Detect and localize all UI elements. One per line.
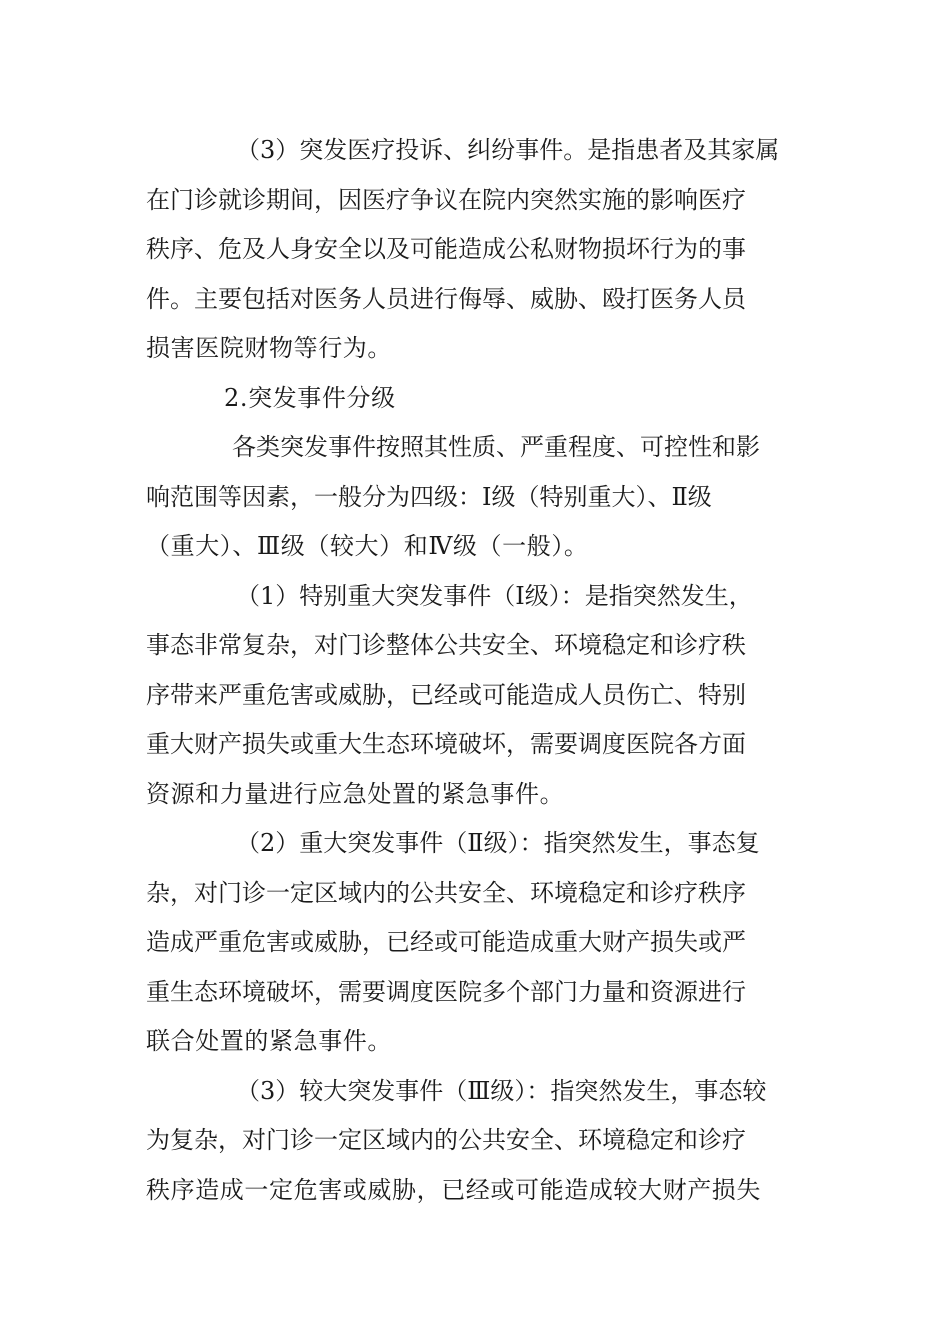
- document-page: [146, 126, 806, 1215]
- paragraph-classification-intro: [146, 423, 806, 572]
- text-line: 损害医院财物等行为。: [146, 334, 392, 362]
- text-line: 重大财产损失或重大生态环境破坏，需要调度医院各方面: [146, 730, 746, 758]
- text-line: 2.突发事件分级: [224, 383, 396, 412]
- text-line: 造成严重危害或威胁，已经或可能造成重大财产损失或严: [146, 928, 746, 956]
- text-line: 联合处置的紧急事件。: [146, 1027, 392, 1055]
- paragraph-level-2: [146, 819, 806, 1067]
- text-line: 在门诊就诊期间，因医疗争议在院内突然实施的影响医疗: [146, 185, 746, 214]
- text-line: （3）突发医疗投诉、纠纷事件。是指患者及其家属: [236, 136, 780, 164]
- text-line: 响范围等因素，一般分为四级：Ⅰ级（特别重大）、Ⅱ级: [146, 482, 712, 511]
- paragraph-level-3: [146, 1067, 806, 1216]
- text-line: 各类突发事件按照其性质、严重程度、可控性和影: [232, 433, 760, 461]
- text-line: 件。主要包括对医务人员进行侮辱、威胁、殴打医务人员: [146, 284, 746, 313]
- paragraph-level-1: [146, 572, 806, 820]
- text-line: 事态非常复杂，对门诊整体公共安全、环境稳定和诊疗秩: [146, 631, 746, 659]
- text-line: （3）较大突发事件（Ⅲ级）：指突然发生，事态较: [236, 1076, 767, 1105]
- text-line: 为复杂，对门诊一定区域内的公共安全、环境稳定和诊疗: [146, 1126, 746, 1154]
- text-line: 秩序造成一定危害或威胁，已经或可能造成较大财产损失: [146, 1175, 761, 1204]
- text-line: （重大）、Ⅲ级（较大）和Ⅳ级（一般）。: [146, 532, 589, 560]
- text-line: 序带来严重危害或威胁，已经或可能造成人员伤亡、特别: [146, 680, 746, 709]
- text-line: 杂，对门诊一定区域内的公共安全、环境稳定和诊疗秩序: [146, 878, 746, 907]
- text-line: （2）重大突发事件（Ⅱ级）：指突然发生，事态复: [236, 829, 760, 857]
- text-line: 资源和力量进行应急处置的紧急事件。: [146, 779, 565, 808]
- text-line: 秩序、危及人身安全以及可能造成公私财物损坏行为的事: [146, 235, 746, 263]
- text-line: 重生态环境破坏，需要调度医院多个部门力量和资源进行: [146, 977, 746, 1006]
- text-line: （1）特别重大突发事件（Ⅰ级）：是指突然发生，: [236, 581, 753, 610]
- section-heading-event-classification: [146, 374, 806, 424]
- paragraph-medical-complaint: [146, 126, 806, 374]
